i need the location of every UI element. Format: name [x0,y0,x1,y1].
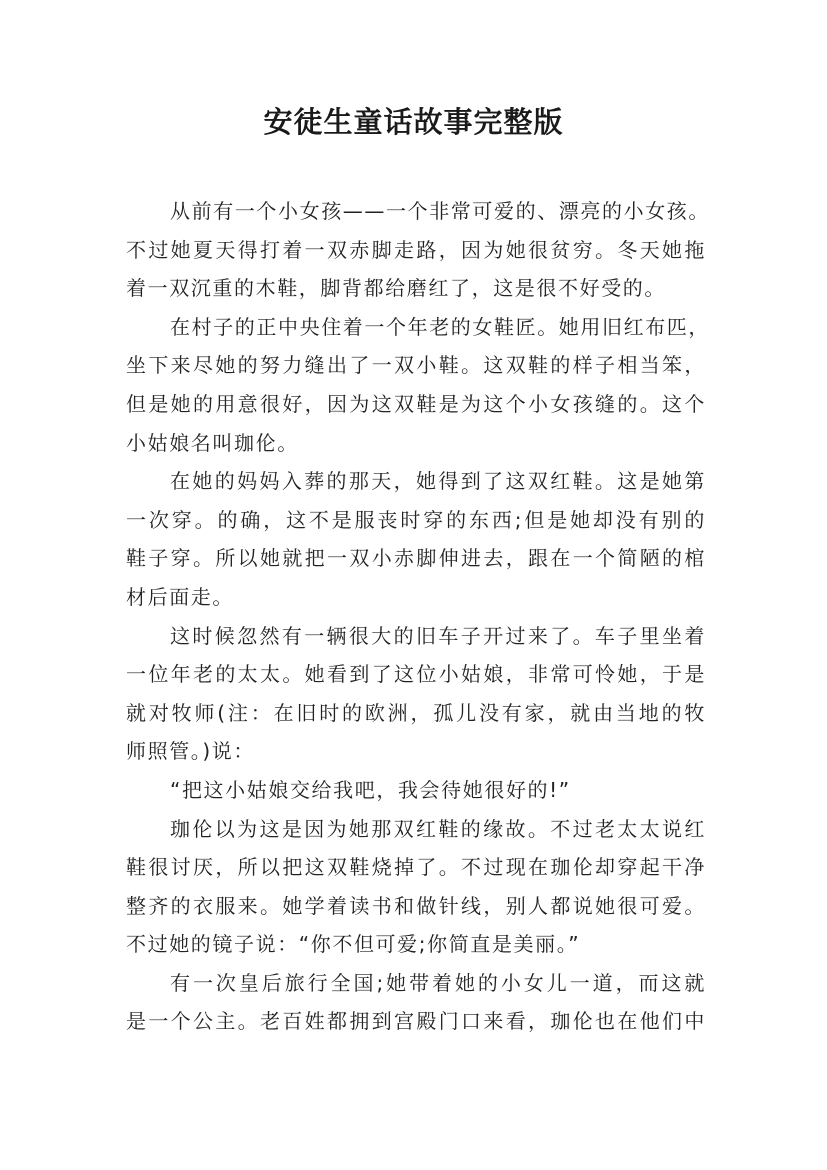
text-line: 鞋很讨厌，所以把这双鞋烧掉了。不过现在珈伦却穿起干净 [126,855,706,880]
text-line: 有一次皇后旅行全国;她带着她的小女儿一道，而这就 [170,970,706,995]
text-line: 不过她的镜子说：“你不但可爱;你简直是美丽。” [126,932,581,957]
text-line: 但是她的用意很好，因为这双鞋是为这个小女孩缝的。这个 [126,391,706,416]
text-line: 在她的妈妈入葬的那天，她得到了这双红鞋。这是她第 [170,469,706,494]
text-line: 从前有一个小女孩——一个非常可爱的、漂亮的小女孩。 [170,199,710,223]
text-line: 在村子的正中央住着一个年老的女鞋匠。她用旧红布匹， [170,314,710,339]
text-line: 是一个公主。老百姓都拥到宫殿门口来看，珈伦也在他们中 [126,1009,706,1034]
text-line: 着一双沉重的木鞋，脚背都给磨红了，这是很不好受的。 [126,276,666,301]
text-line: 这时候忽然有一辆很大的旧车子开过来了。车子里坐着 [170,623,706,648]
text-line: 一次穿。的确，这不是服丧时穿的东西;但是她却没有别的 [126,507,706,532]
text-line: 就对牧师(注：在旧时的欧洲，孤儿没有家，就由当地的牧 [126,700,706,725]
text-line: “把这小姑娘交给我吧，我会待她很好的!” [170,777,571,802]
document-body [126,192,710,1041]
text-line: 珈伦以为这是因为她那双红鞋的缘故。不过老太太说红 [170,816,706,841]
text-line: 师照管。)说： [126,739,256,764]
text-line: 一位年老的太太。她看到了这位小姑娘，非常可怜她，于是 [126,662,706,687]
text-line: 坐下来尽她的努力缝出了一双小鞋。这双鞋的样子相当笨， [126,353,706,378]
text-line: 整齐的衣服来。她学着读书和做针线，别人都说她很可爱。 [126,893,706,918]
document-title: 安徒生童话故事完整版 [263,105,564,139]
text-line: 材后面走。 [126,584,234,609]
text-line: 小姑娘名叫珈伦。 [126,430,299,455]
text-line: 不过她夏天得打着一双赤脚走路，因为她很贫穷。冬天她拖 [126,237,706,262]
text-line: 鞋子穿。所以她就把一双小赤脚伸进去，跟在一个简陋的棺 [126,546,706,571]
